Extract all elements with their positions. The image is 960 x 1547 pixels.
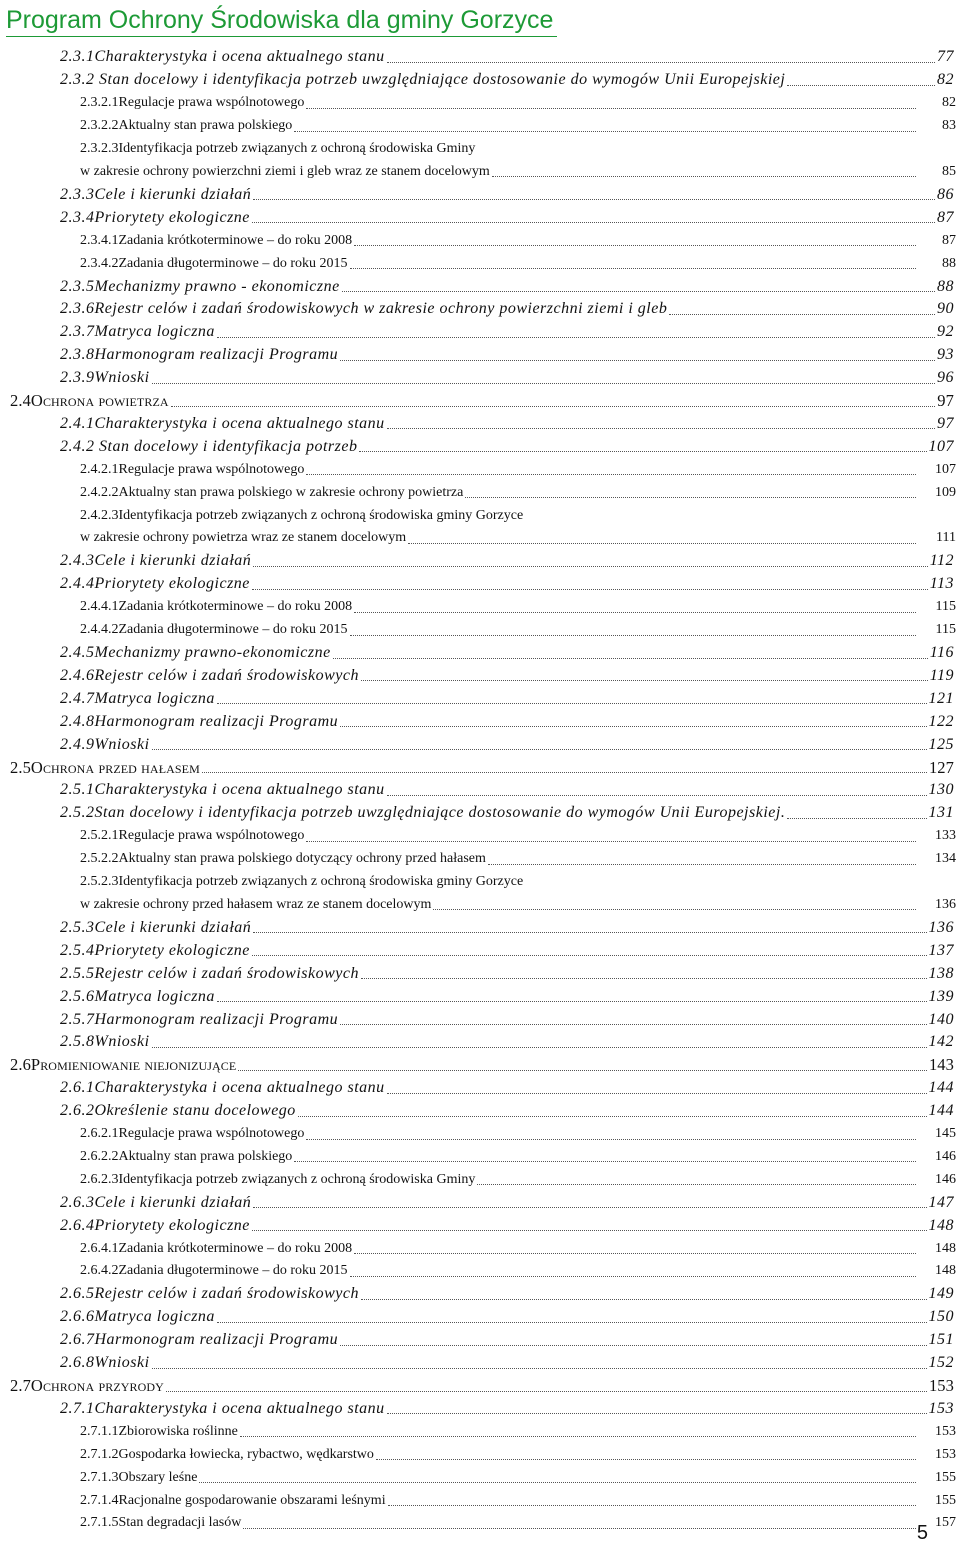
toc-entry-page: 142: [928, 1033, 954, 1051]
toc-entry-page: 150: [928, 1308, 954, 1326]
toc-entry-label: 2.7.1.1Zbiorowiska roślinne: [80, 1423, 238, 1439]
toc-entry[interactable]: [0, 1489, 960, 1512]
toc-entry-page: 136: [928, 918, 954, 936]
toc-entry-page: 133: [935, 828, 956, 844]
toc-entry[interactable]: [0, 481, 960, 504]
dot-leader: [361, 680, 928, 681]
toc-entry-page: 93: [937, 346, 954, 364]
dot-leader: [253, 932, 926, 933]
toc-entry-page: 77: [937, 48, 954, 66]
dot-leader: [433, 909, 916, 910]
toc-entry-page: 144: [928, 1102, 954, 1120]
toc-entry-page: 148: [928, 1216, 954, 1234]
toc-entry-label: 2.5.3Cele i kierunki działań: [60, 918, 252, 936]
toc-entry-page: 157: [935, 1515, 956, 1531]
toc-entry-label: 2.3.4.1Zadania krótkoterminowe – do roku 2008: [80, 232, 353, 248]
dot-leader: [298, 1116, 927, 1117]
toc-entry-page: 155: [935, 1469, 956, 1485]
toc-entry-page: 144: [928, 1079, 954, 1097]
dot-leader: [306, 108, 916, 109]
toc-entry-label: 2.4.7Matryca logiczna: [60, 689, 215, 707]
toc-entry-page: 146: [935, 1148, 956, 1164]
toc-entry[interactable]: [0, 458, 960, 481]
toc-entry-page: 147: [928, 1193, 954, 1211]
dot-leader: [340, 360, 935, 361]
dot-leader: [152, 383, 935, 384]
toc-entry[interactable]: [0, 710, 960, 733]
toc-entry-label: 2.5Ochrona przed hałasem: [10, 757, 200, 777]
toc-entry-label: 2.6.7Harmonogram realizacji Programu: [60, 1331, 339, 1349]
toc-entry[interactable]: [0, 1443, 960, 1466]
dot-leader: [376, 1459, 916, 1460]
toc-entry-page: 131: [928, 804, 954, 822]
toc-entry[interactable]: [0, 1100, 960, 1123]
toc-entry[interactable]: [0, 298, 960, 321]
dot-leader: [202, 772, 927, 773]
toc-entry[interactable]: [0, 962, 960, 985]
toc-entry-page: 146: [935, 1171, 956, 1187]
dot-leader: [340, 1345, 926, 1346]
toc-entry-page: 87: [937, 208, 954, 226]
toc-entry[interactable]: [0, 390, 960, 413]
dot-leader: [240, 1436, 916, 1437]
toc-entry-label: 2.6.4Priorytety ekologiczne: [60, 1216, 250, 1234]
document-header-title: Program Ochrony Środowiska dla gminy Gorzyce: [6, 4, 557, 37]
dot-leader: [350, 1276, 916, 1277]
toc-entry-label: 2.6.3Cele i kierunki działań: [60, 1193, 252, 1211]
toc-entry[interactable]: [0, 825, 960, 848]
toc-entry-label: 2.4.4Priorytety ekologiczne: [60, 575, 250, 593]
toc-entry-page: 113: [929, 575, 954, 593]
toc-entry[interactable]: [0, 664, 960, 687]
dot-leader: [252, 589, 928, 590]
toc-entry-page: 111: [936, 530, 956, 546]
toc-entry-label: 2.3.9Wnioski: [60, 369, 150, 387]
toc-entry-label: w zakresie ochrony powierzchni ziemi i gleb wraz ze stanem docelowym: [80, 163, 490, 179]
toc-entry[interactable]: [0, 1283, 960, 1306]
toc-entry-page: 127: [928, 757, 954, 777]
toc-entry[interactable]: [0, 596, 960, 619]
toc-entry-label: 2.6Promieniowanie niejonizujące: [10, 1055, 237, 1075]
toc-entry[interactable]: [0, 619, 960, 642]
dot-leader: [166, 1391, 927, 1392]
toc-entry[interactable]: [0, 642, 960, 665]
toc-entry-label: 2.3.2.2Aktualny stan prawa polskiego: [80, 118, 293, 134]
toc-entry-label: 2.4.9Wnioski: [60, 735, 150, 753]
toc-entry-label: 2.6.1Charakterystyka i ocena aktualnego stanu: [60, 1079, 385, 1097]
toc-entry[interactable]: [0, 435, 960, 458]
toc-entry[interactable]: [0, 1306, 960, 1329]
dot-leader: [350, 268, 916, 269]
toc-entry-page: 138: [928, 964, 954, 982]
toc-entry-page: 155: [935, 1492, 956, 1508]
toc-entry[interactable]: [0, 1329, 960, 1352]
toc-entry-label: 2.5.8Wnioski: [60, 1033, 150, 1051]
dot-leader: [388, 1505, 916, 1506]
toc-entry-label: 2.5.6Matryca logiczna: [60, 987, 215, 1005]
dot-leader: [306, 474, 916, 475]
toc-entry[interactable]: [0, 504, 960, 527]
toc-entry-label: 2.5.7Harmonogram realizacji Programu: [60, 1010, 339, 1028]
dot-leader: [488, 864, 916, 865]
toc-entry-page: 130: [928, 781, 954, 799]
toc-entry[interactable]: [0, 367, 960, 390]
toc-entry-label: 2.4.1Charakterystyka i ocena aktualnego stanu: [60, 414, 385, 432]
dot-leader: [217, 337, 935, 338]
dot-leader: [387, 795, 927, 796]
toc-entry[interactable]: [0, 1054, 960, 1077]
toc-entry-page: 148: [935, 1263, 956, 1279]
toc-entry-page: 83: [942, 118, 956, 134]
dot-leader: [787, 85, 935, 86]
dot-leader: [354, 245, 916, 246]
dot-leader: [217, 1001, 927, 1002]
toc-entry[interactable]: [0, 527, 960, 550]
dot-leader: [152, 749, 927, 750]
toc-entry-page: 148: [935, 1240, 956, 1256]
dot-leader: [340, 726, 926, 727]
toc-entry-label: 2.7.1.4Racjonalne gospodarowanie obszarami leśnymi: [80, 1492, 386, 1508]
toc-entry[interactable]: [0, 1375, 960, 1398]
dot-leader: [243, 1528, 916, 1529]
dot-leader: [333, 658, 928, 659]
toc-entry-label: 2.4.4.2Zadania długoterminowe – do roku 2015: [80, 622, 348, 638]
toc-entry[interactable]: [0, 138, 960, 161]
toc-entry-page: 122: [928, 712, 954, 730]
dot-leader: [669, 314, 935, 315]
toc-entry-page: 88: [942, 255, 956, 271]
toc-entry-label: 2.4.3Cele i kierunki działań: [60, 552, 252, 570]
dot-leader: [306, 841, 916, 842]
toc-entry-page: 121: [928, 689, 954, 707]
toc-entry[interactable]: [0, 848, 960, 871]
toc-entry[interactable]: [0, 1352, 960, 1375]
toc-entry-label: w zakresie ochrony powietrza wraz ze stanem docelowym: [80, 530, 407, 546]
toc-entry-page: 153: [935, 1423, 956, 1439]
toc-entry-label: 2.5.2.1Regulacje prawa wspólnotowego: [80, 828, 305, 844]
dot-leader: [465, 497, 916, 498]
toc-entry-page: 90: [937, 300, 954, 318]
toc-entry-page: 97: [937, 414, 954, 432]
toc-entry-page: 96: [937, 369, 954, 387]
toc-entry[interactable]: [0, 1397, 960, 1420]
toc-entry-page: 97: [937, 391, 954, 411]
toc-entry-label: 2.3.3Cele i kierunki działań: [60, 185, 252, 203]
toc-entry[interactable]: [0, 985, 960, 1008]
toc-entry[interactable]: [0, 1466, 960, 1489]
toc-entry-label: 2.6.6Matryca logiczna: [60, 1308, 215, 1326]
toc-entry[interactable]: [0, 321, 960, 344]
toc-entry-label: 2.3.8Harmonogram realizacji Programu: [60, 346, 339, 364]
toc-entry-label: 2.7.1.2Gospodarka łowiecka, rybactwo, wędkarstwo: [80, 1446, 374, 1462]
dot-leader: [152, 1368, 927, 1369]
toc-entry[interactable]: [0, 115, 960, 138]
toc-entry-label: 2.3.5Mechanizmy prawno - ekonomiczne: [60, 277, 340, 295]
toc-entry-label: 2.3.2 Stan docelowy i identyfikacja potrzeb uwzględniające dostosowanie do wymogów Unii Europejskiej: [60, 71, 786, 89]
toc-entry[interactable]: [0, 550, 960, 573]
toc-entry-label: 2.7.1.3Obszary leśne: [80, 1469, 198, 1485]
toc-entry-label: 2.6.5Rejestr celów i zadań środowiskowych: [60, 1285, 359, 1303]
table-of-contents: [0, 46, 960, 1535]
dot-leader: [408, 543, 916, 544]
toc-entry-label: 2.5.5Rejestr celów i zadań środowiskowych: [60, 964, 359, 982]
toc-entry-label: 2.3.2.1Regulacje prawa wspólnotowego: [80, 95, 305, 111]
toc-entry-label: 2.6.4.2Zadania długoterminowe – do roku 2015: [80, 1263, 348, 1279]
toc-entry[interactable]: [0, 275, 960, 298]
toc-entry-page: 116: [929, 644, 954, 662]
toc-entry-page: 136: [935, 896, 956, 912]
dot-leader: [238, 1070, 927, 1071]
toc-entry[interactable]: [0, 1146, 960, 1169]
dot-leader: [350, 635, 916, 636]
dot-leader: [361, 978, 927, 979]
dot-leader: [294, 1161, 916, 1162]
toc-entry[interactable]: [0, 779, 960, 802]
toc-entry-page: 107: [935, 461, 956, 477]
toc-entry[interactable]: [0, 46, 960, 69]
toc-entry[interactable]: [0, 802, 960, 825]
toc-entry[interactable]: [0, 92, 960, 115]
toc-entry-page: 82: [937, 71, 954, 89]
toc-entry-page: 87: [942, 232, 956, 248]
toc-entry-page: 143: [928, 1055, 954, 1075]
toc-entry-label: 2.5.2Stan docelowy i identyfikacja potrzeb uwzględniające dostosowanie do wymogów Unii Europejskiej.: [60, 804, 786, 822]
toc-entry-label: 2.6.2.2Aktualny stan prawa polskiego: [80, 1148, 293, 1164]
toc-entry-page: 151: [928, 1331, 954, 1349]
dot-leader: [492, 176, 916, 177]
toc-entry-label: 2.4.6Rejestr celów i zadań środowiskowych: [60, 666, 359, 684]
toc-entry-page: 125: [928, 735, 954, 753]
toc-entry[interactable]: [0, 573, 960, 596]
toc-entry-page: 134: [935, 851, 956, 867]
dot-leader: [253, 1207, 926, 1208]
toc-entry-label: 2.6.2.1Regulacje prawa wspólnotowego: [80, 1126, 305, 1142]
toc-entry[interactable]: [0, 69, 960, 92]
dot-leader: [253, 199, 935, 200]
toc-entry[interactable]: [0, 1260, 960, 1283]
toc-entry-page: 88: [937, 277, 954, 295]
toc-entry-page: 119: [929, 666, 954, 684]
toc-entry-label: 2.3.1Charakterystyka i ocena aktualnego stanu: [60, 48, 385, 66]
toc-entry-page: 153: [928, 1376, 954, 1396]
toc-entry[interactable]: [0, 1237, 960, 1260]
toc-entry[interactable]: [0, 1123, 960, 1146]
toc-entry-label: 2.4.2.2Aktualny stan prawa polskiego w zakresie ochrony powietrza: [80, 484, 464, 500]
toc-entry-label: 2.4.2 Stan docelowy i identyfikacja potrzeb: [60, 437, 358, 455]
toc-entry-page: 115: [935, 622, 956, 638]
dot-leader: [252, 1230, 927, 1231]
toc-entry-page: 86: [937, 185, 954, 203]
dot-leader: [253, 566, 927, 567]
dot-leader: [294, 131, 916, 132]
toc-entry[interactable]: [0, 183, 960, 206]
dot-leader: [387, 428, 935, 429]
toc-entry[interactable]: [0, 894, 960, 917]
dot-leader: [171, 406, 936, 407]
toc-entry-label: 2.4.8Harmonogram realizacji Programu: [60, 712, 339, 730]
toc-entry-label: 2.4Ochrona powietrza: [10, 391, 169, 411]
dot-leader: [387, 1093, 927, 1094]
dot-leader: [340, 1024, 926, 1025]
toc-entry-page: 152: [928, 1354, 954, 1372]
toc-entry[interactable]: [0, 1031, 960, 1054]
dot-leader: [152, 1047, 927, 1048]
toc-entry-label: 2.6.2.3Identyfikacja potrzeb związanych z ochroną środowiska Gminy: [80, 1171, 476, 1187]
toc-entry[interactable]: [0, 229, 960, 252]
toc-entry-page: 109: [935, 484, 956, 500]
toc-entry-label: 2.4.5Mechanizmy prawno-ekonomiczne: [60, 644, 331, 662]
toc-entry[interactable]: [0, 1191, 960, 1214]
dot-leader: [787, 818, 926, 819]
toc-entry-page: 82: [942, 95, 956, 111]
toc-entry-label: 2.6.4.1Zadania krótkoterminowe – do roku 2008: [80, 1240, 353, 1256]
toc-entry-page: 149: [928, 1285, 954, 1303]
toc-entry-label: 2.4.2.1Regulacje prawa wspólnotowego: [80, 461, 305, 477]
toc-entry-label: 2.6.2Określenie stanu docelowego: [60, 1102, 296, 1120]
toc-entry-label: 2.3.2.3Identyfikacja potrzeb związanych z ochroną środowiska Gminy: [80, 141, 476, 157]
toc-entry-page: 139: [928, 987, 954, 1005]
toc-entry[interactable]: [0, 252, 960, 275]
toc-entry-label: 2.5.4Priorytety ekologiczne: [60, 941, 250, 959]
dot-leader: [252, 222, 935, 223]
toc-entry[interactable]: [0, 413, 960, 436]
toc-entry-page: 92: [937, 323, 954, 341]
toc-entry-page: 145: [935, 1126, 956, 1142]
toc-entry[interactable]: [0, 1214, 960, 1237]
dot-leader: [354, 612, 916, 613]
toc-entry[interactable]: [0, 733, 960, 756]
toc-entry-label: 2.4.4.1Zadania krótkoterminowe – do roku 2008: [80, 599, 353, 615]
toc-entry-label: 2.5.1Charakterystyka i ocena aktualnego stanu: [60, 781, 385, 799]
toc-entry-label: 2.3.4Priorytety ekologiczne: [60, 208, 250, 226]
page-number: 5: [916, 1522, 928, 1544]
toc-entry-page: 140: [928, 1010, 954, 1028]
dot-leader: [387, 1413, 927, 1414]
toc-entry[interactable]: [0, 939, 960, 962]
toc-entry-page: 112: [929, 552, 954, 570]
dot-leader: [361, 1299, 927, 1300]
toc-entry[interactable]: [0, 916, 960, 939]
toc-entry[interactable]: [0, 756, 960, 779]
toc-entry-label: 2.3.7Matryca logiczna: [60, 323, 215, 341]
toc-entry-label: 2.7Ochrona przyrody: [10, 1376, 164, 1396]
dot-leader: [217, 703, 927, 704]
toc-entry-label: w zakresie ochrony przed hałasem wraz ze stanem docelowym: [80, 896, 432, 912]
toc-entry[interactable]: [0, 1420, 960, 1443]
toc-entry-label: 2.3.6Rejestr celów i zadań środowiskowych w zakresie ochrony powierzchni ziemi i gleb: [60, 300, 668, 318]
toc-entry[interactable]: [0, 687, 960, 710]
toc-entry-label: 2.7.1Charakterystyka i ocena aktualnego stanu: [60, 1399, 385, 1417]
dot-leader: [342, 291, 935, 292]
toc-entry-page: 153: [935, 1446, 956, 1462]
toc-entry[interactable]: [0, 1512, 960, 1535]
toc-entry-page: 137: [928, 941, 954, 959]
toc-entry[interactable]: [0, 1008, 960, 1031]
dot-leader: [199, 1482, 916, 1483]
dot-leader: [306, 1139, 916, 1140]
toc-entry[interactable]: [0, 206, 960, 229]
dot-leader: [217, 1322, 927, 1323]
dot-leader: [359, 451, 926, 452]
toc-entry-page: 85: [942, 163, 956, 179]
toc-entry[interactable]: [0, 161, 960, 184]
toc-entry[interactable]: [0, 344, 960, 367]
toc-entry-label: 2.7.1.5Stan degradacji lasów: [80, 1515, 242, 1531]
toc-entry-page: 115: [935, 599, 956, 615]
toc-entry-label: 2.3.4.2Zadania długoterminowe – do roku 2015: [80, 255, 348, 271]
toc-entry-page: 107: [928, 437, 954, 455]
toc-entry-label: 2.4.2.3Identyfikacja potrzeb związanych z ochroną środowiska gminy Gorzyce: [80, 507, 524, 523]
toc-entry-label: 2.6.8Wnioski: [60, 1354, 150, 1372]
dot-leader: [387, 62, 935, 63]
dot-leader: [252, 955, 927, 956]
toc-entry-label: 2.5.2.2Aktualny stan prawa polskiego dotyczący ochrony przed hałasem: [80, 851, 486, 867]
toc-entry[interactable]: [0, 1168, 960, 1191]
toc-entry-page: 153: [928, 1399, 954, 1417]
dot-leader: [354, 1253, 916, 1254]
toc-entry-label: 2.5.2.3Identyfikacja potrzeb związanych z ochroną środowiska gminy Gorzyce: [80, 874, 524, 890]
toc-entry[interactable]: [0, 871, 960, 894]
toc-entry[interactable]: [0, 1077, 960, 1100]
dot-leader: [477, 1184, 916, 1185]
